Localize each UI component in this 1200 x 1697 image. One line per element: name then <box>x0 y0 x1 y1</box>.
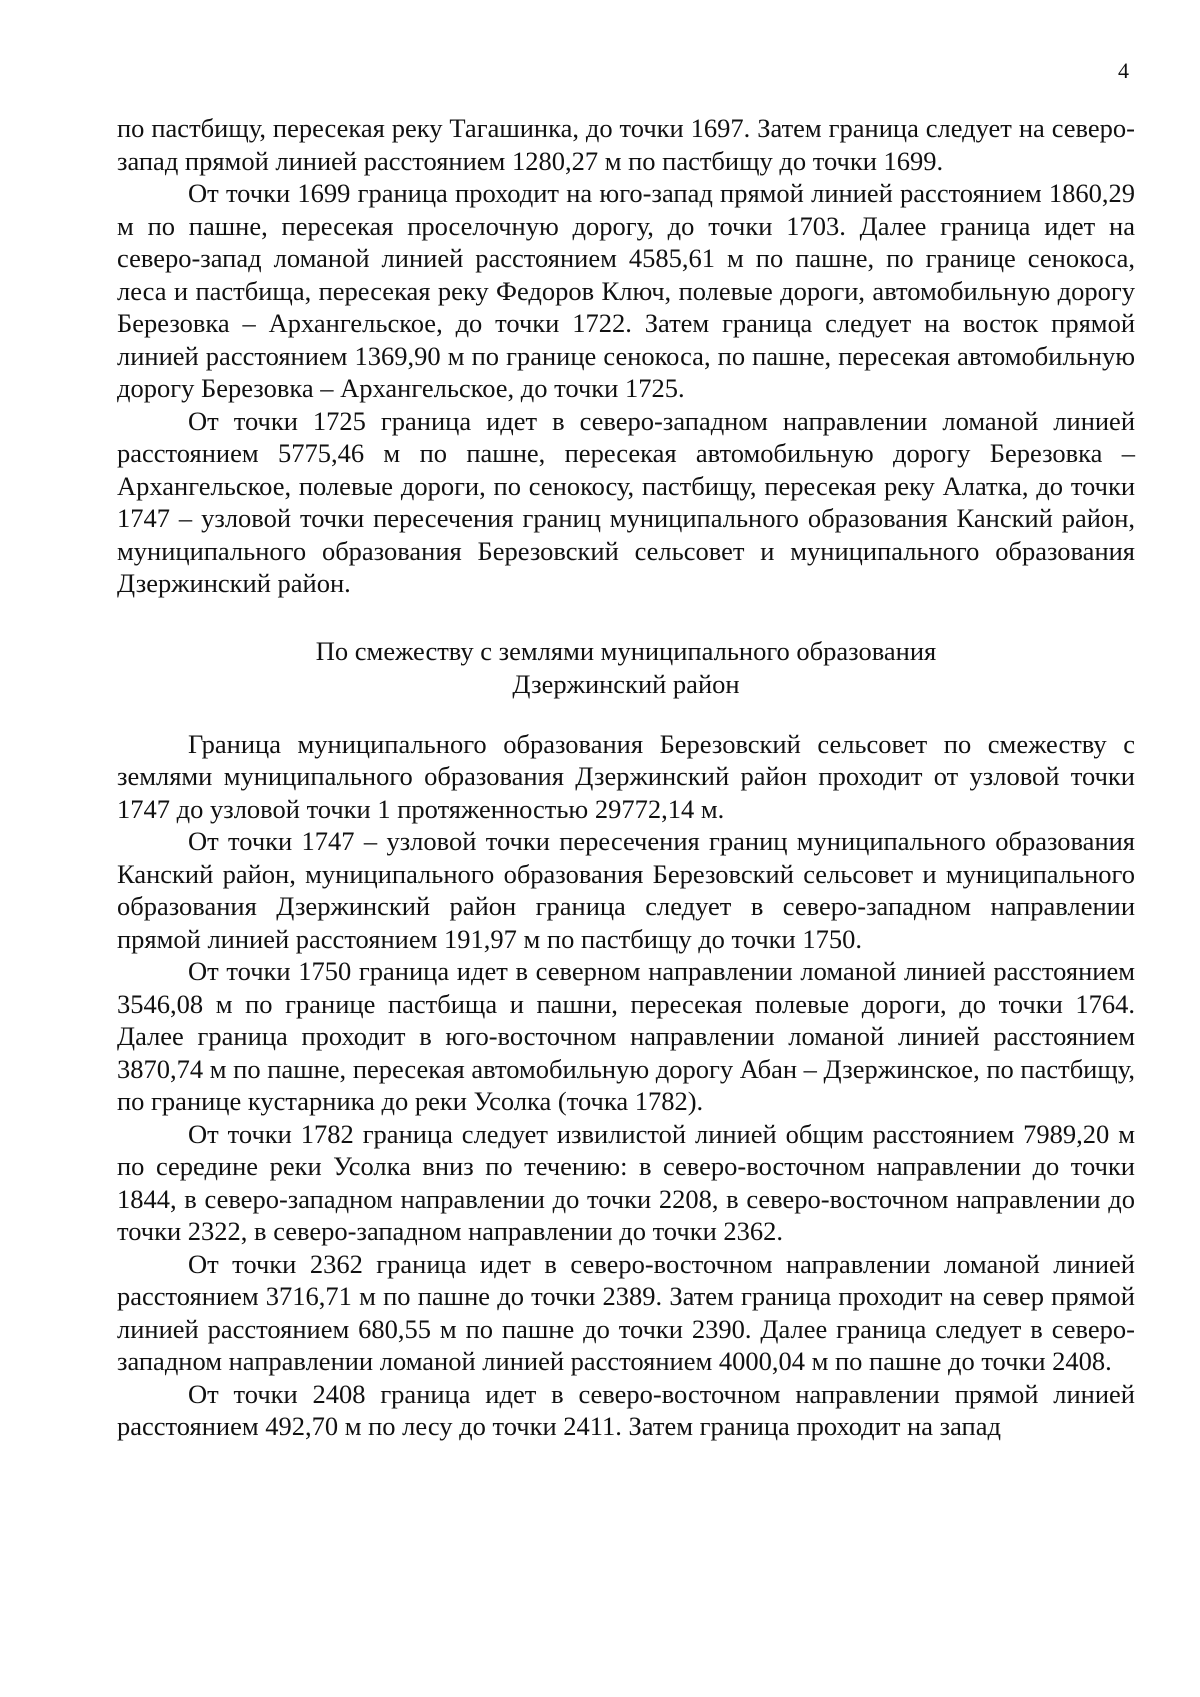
paragraph: Граница муниципального образования Березовский сельсовет по смежеству с землями муниципального образования Дзержинский район проходит от узловой точки 1747 до узловой точки 1 протяженностью 29772,14 м. <box>117 728 1135 824</box>
paragraph: От точки 1699 граница проходит на юго-запад прямой линией расстоянием 1860,29 м по пашне, пересекая проселочную дорогу, до точки 1703. Далее граница идет на северо-запад ломаной линией расстоянием 4585,61 м по пашне, по границе сенокоса, леса и пастбища, пересекая реку Федоров Ключ, полевые дороги, автомобильную дорогу Березовка – Архангельское, до точки 1722. Затем граница следует на восток прямой линией расстоянием 1369,90 м по границе сенокоса, по пашне, пересекая автомобильную дорогу Березовка – Архангельское, до точки 1725. <box>117 178 1135 403</box>
document-body <box>117 112 1135 1443</box>
paragraph: От точки 1725 граница идет в северо-западном направлении ломаной линией расстоянием 5775,46 м по пашне, пересекая автомобильную дорогу Березовка – Архангельское, полевые дороги, по сенокосу, пастбищу, пересекая реку Алатка, до точки 1747 – узловой точки пересечения границ муниципального образования Канский район, муниципального образования Березовский сельсовет и муниципального образования Дзержинский район. <box>117 405 1135 598</box>
section-heading-line-1: По смежеству с землями муниципального образования <box>315 635 937 666</box>
paragraph: по пастбищу, пересекая реку Тагашинка, до точки 1697. Затем граница следует на северо-запад прямой линией расстоянием 1280,27 м по пастбищу до точки 1699. <box>117 113 1135 176</box>
paragraph: От точки 2408 граница идет в северо-восточном направлении прямой линией расстоянием 492,70 м по лесу до точки 2411. Затем граница проходит на запад <box>117 1378 1135 1441</box>
page-number: 4 <box>1118 58 1129 83</box>
paragraph: От точки 2362 граница идет в северо-восточном направлении ломаной линией расстоянием 3716,71 м по пашне до точки 2389. Затем граница проходит на север прямой линией расстоянием 680,55 м по пашне до точки 2390. Далее граница следует в северо-западном направлении ломаной линией расстоянием 4000,04 м по пашне до точки 2408. <box>117 1248 1135 1376</box>
section-heading-line-2: Дзержинский район <box>512 668 740 699</box>
paragraph: От точки 1750 граница идет в северном направлении ломаной линией расстоянием 3546,08 м по границе пастбища и пашни, пересекая полевые дороги, до точки 1764. Далее граница проходит в юго-восточном направлении ломаной линией расстоянием 3870,74 м по пашне, пересекая автомобильную дорогу Абан – Дзержинское, по пастбищу, по границе кустарника до реки Усолка (точка 1782). <box>117 956 1135 1116</box>
section-heading <box>117 635 1135 701</box>
paragraph: От точки 1782 граница следует извилистой линией общим расстоянием 7989,20 м по середине реки Усолка вниз по течению: в северо-восточном направлении до точки 1844, в северо-западном направлении до точки 2208, в северо-восточном направлении до точки 2322, в северо-западном направлении до точки 2362. <box>117 1118 1135 1246</box>
paragraph: От точки 1747 – узловой точки пересечения границ муниципального образования Канский район, муниципального образования Березовский сельсовет и муниципального образования Дзержинский район граница следует в северо-западном направлении прямой линией расстоянием 191,97 м по пастбищу до точки 1750. <box>117 826 1135 954</box>
